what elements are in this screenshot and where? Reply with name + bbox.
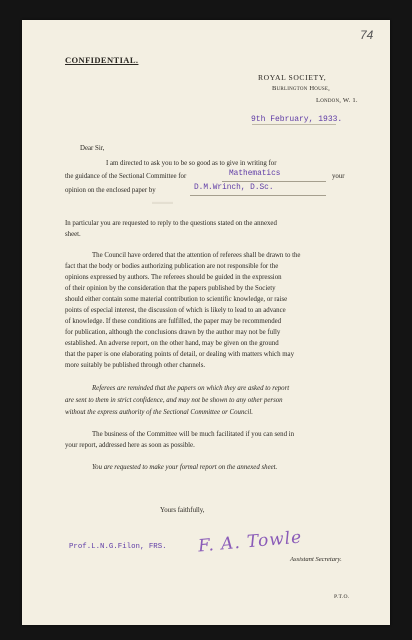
confidential-heading: CONFIDENTIAL. bbox=[65, 55, 139, 65]
letter-sheet bbox=[22, 20, 390, 625]
para3-line6: points of especial interest, the discussion of which is likely to lead to an advance bbox=[65, 307, 286, 314]
show-through-mark: ▬▬▬ bbox=[152, 198, 173, 206]
para1-line3-prefix: opinion on the enclosed paper by bbox=[65, 187, 156, 194]
para3-line4: of their opinion by the consideration that the papers published by the Society bbox=[65, 285, 276, 292]
date-underline bbox=[252, 124, 336, 125]
para4-line1: Referees are reminded that the papers on which they are asked to report bbox=[92, 385, 290, 392]
folio-number: 74 bbox=[360, 28, 374, 42]
letterhead-address-line2: London, W. 1. bbox=[316, 97, 358, 104]
para1-line2-prefix: the guidance of the Sectional Committee for bbox=[65, 173, 187, 180]
author-fill-line bbox=[190, 195, 326, 196]
letterhead-address-line1: Burlington House, bbox=[272, 85, 330, 92]
para3-line2: fact that the body or bodies authorizing publication are not responsible for the bbox=[65, 263, 279, 270]
salutation: Dear Sir, bbox=[80, 145, 105, 152]
signature: F. A. Towle bbox=[197, 527, 304, 557]
para2-line2: sheet. bbox=[65, 231, 81, 238]
para1-line2-suffix: your bbox=[332, 173, 345, 180]
para4-line3: without the express authority of the Sectional Committee or Council. bbox=[65, 409, 253, 416]
recipient-name: Prof.L.N.G.Filon, FRS. bbox=[69, 543, 167, 551]
letterhead-name: ROYAL SOCIETY, bbox=[258, 73, 327, 82]
para3-line1: The Council have ordered that the attention of referees shall be drawn to the bbox=[92, 252, 301, 259]
para3-line3: opinions expressed by authors. The referees should be guided in the expression bbox=[65, 274, 282, 281]
letter-date: 9th February, 1933. bbox=[251, 115, 343, 124]
para6: You are requested to make your formal report on the annexed sheet. bbox=[92, 464, 278, 471]
para1-line1: I am directed to ask you to be so good as to give in writing for bbox=[106, 160, 277, 167]
para3-line8: for publication, although the conclusions drawn by the author may not be fully bbox=[65, 329, 281, 336]
para5-line1: The business of the Committee will be much facilitated if you can send in bbox=[92, 431, 295, 438]
committee-field: Mathematics bbox=[229, 170, 281, 178]
author-field: D.M.Wrinch, D.Sc. bbox=[194, 184, 274, 192]
para3-line7: of knowledge. If these conditions are fulfilled, the paper may be recommended bbox=[65, 318, 282, 325]
para3-line9: established. An adverse report, on the other hand, may be given on the ground bbox=[65, 340, 279, 347]
committee-fill-line bbox=[222, 181, 326, 182]
para5-line2: your report, addressed here as soon as possible. bbox=[65, 442, 195, 449]
para2-line1: In particular you are requested to reply to the questions stated on the annexed bbox=[65, 220, 277, 227]
para4-line2: are sent to them in strict confidence, and may not be shown to any other person bbox=[65, 397, 283, 404]
signatory-title: Assistant Secretary. bbox=[290, 556, 342, 563]
para3-line10: that the paper is one elaborating points of detail, or dealing with matters which may bbox=[65, 351, 295, 358]
closing: Yours faithfully, bbox=[160, 507, 205, 514]
para3-line5: should either contain some material contribution to scientific knowledge, or raise bbox=[65, 296, 288, 303]
para3-line11: more suitably be published through other channels. bbox=[65, 362, 206, 369]
please-turn-over: P.T.O. bbox=[334, 594, 350, 600]
